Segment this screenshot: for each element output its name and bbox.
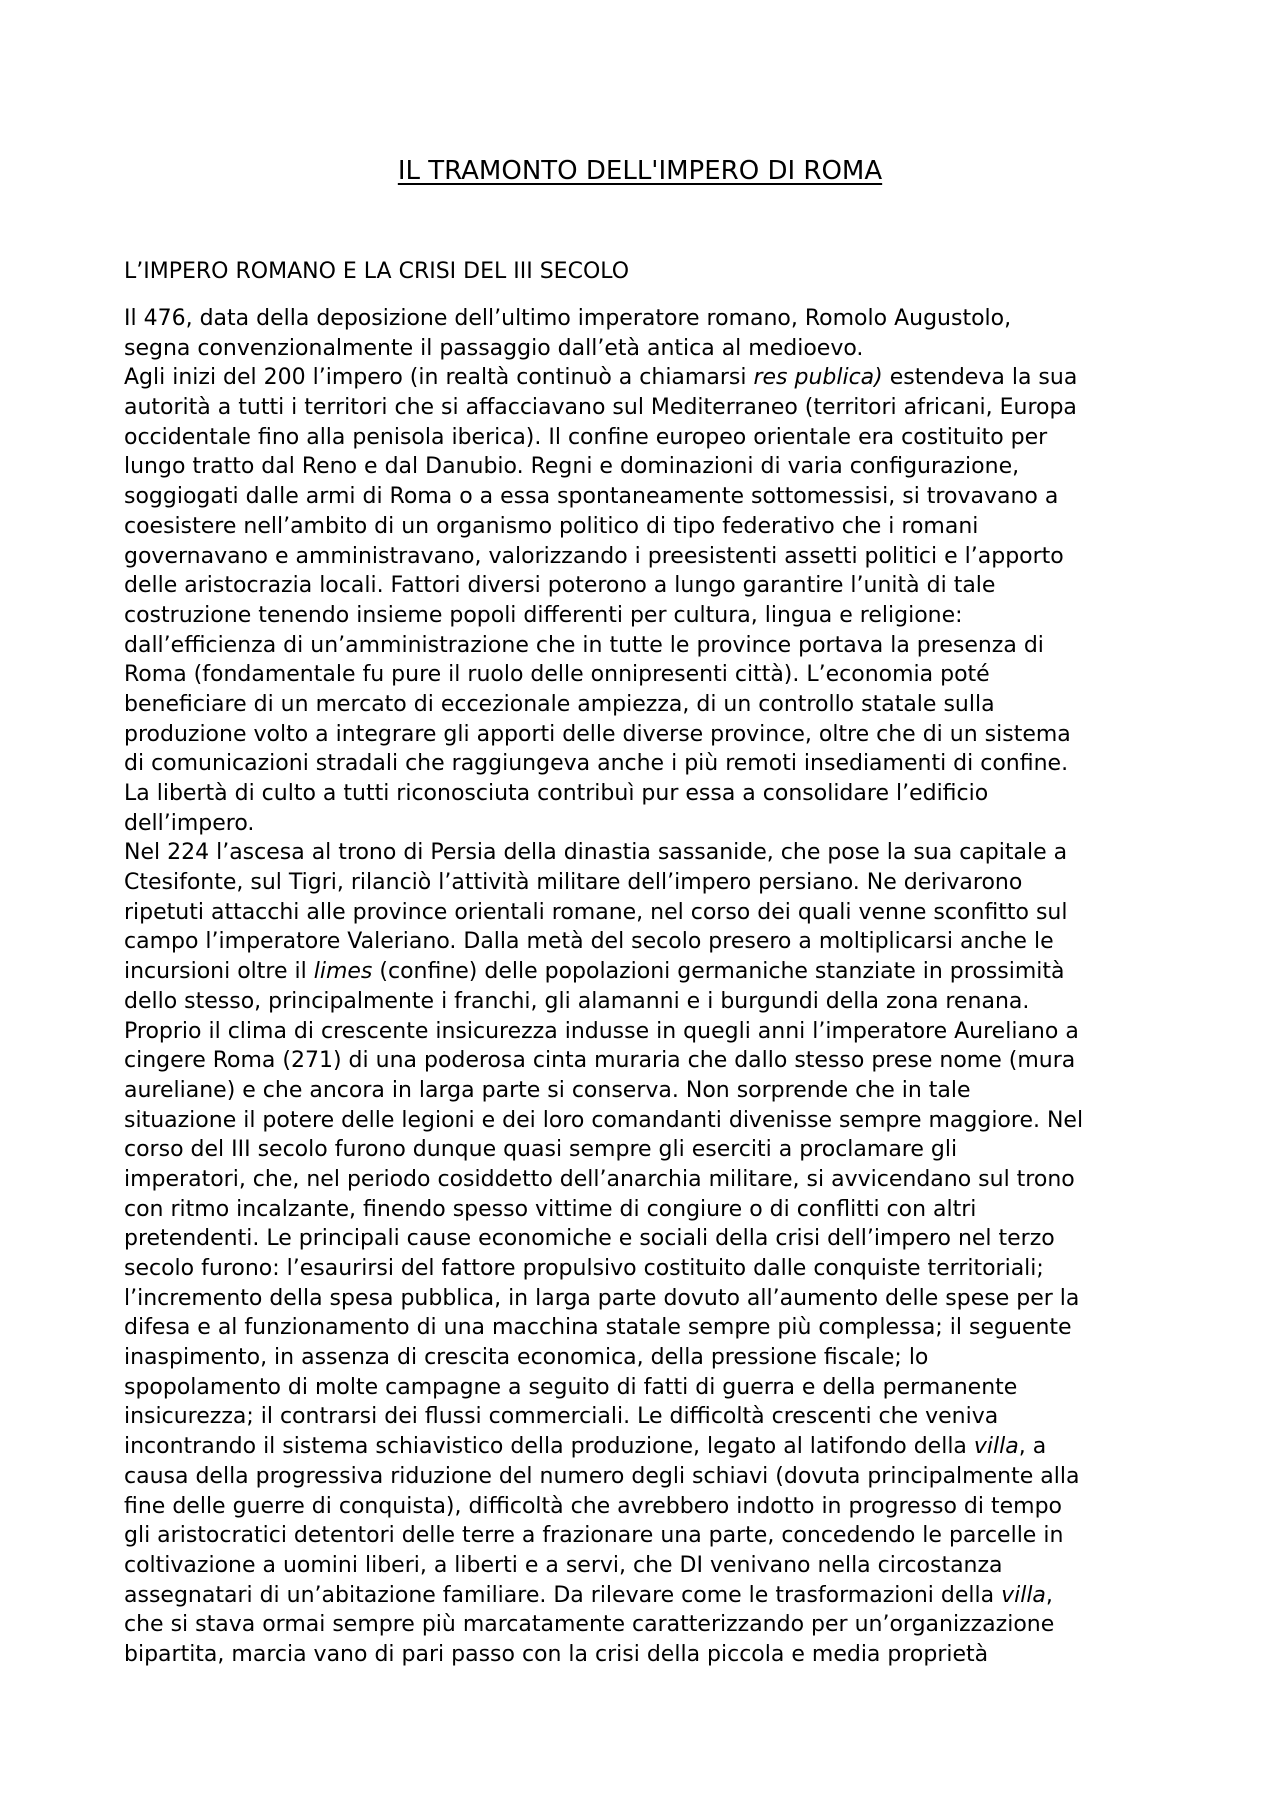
text-run: insicurezza; il contrarsi dei flussi commerciali. Le difficoltà crescenti che veniva — [124, 1404, 999, 1430]
text-run: Proprio il clima di crescente insicurezza indusse in quegli anni l’imperatore Aureliano a — [124, 1018, 1079, 1044]
text-run: di comunicazioni stradali che raggiungeva anche i più remoti insediamenti di confine. — [124, 751, 1069, 777]
text-run: con ritmo incalzante, finendo spesso vittime di congiure o di conflitti con altri — [124, 1196, 977, 1222]
text-run: coltivazione a uomini liberi, a liberti e a servi, che DI venivano nella circostanza — [124, 1552, 1003, 1578]
body-line — [124, 1640, 1164, 1670]
text-run: assegnatari di un’abitazione familiare. Da rilevare come le trasformazioni della — [124, 1582, 1002, 1608]
body-line — [124, 1076, 1164, 1106]
body-line — [124, 1106, 1164, 1136]
body-line — [124, 1165, 1164, 1195]
text-run: dello stesso, principalmente i franchi, gli alamanni e i burgundi della zona renana. — [124, 988, 1030, 1014]
text-run: occidentale fino alla penisola iberica). Il confine europeo orientale era costituito per — [124, 424, 1048, 450]
body-line — [124, 690, 1164, 720]
text-run: cingere Roma (271) di una poderosa cinta muraria che dallo stesso prese nome (mura — [124, 1048, 1076, 1074]
text-run: causa della progressiva riduzione del numero degli schiavi (dovuta principalmente alla — [124, 1463, 1080, 1489]
text-run: coesistere nell’ambito di un organismo politico di tipo federativo che i romani — [124, 513, 979, 539]
body-line — [124, 1017, 1164, 1047]
body-line — [124, 660, 1164, 690]
text-run: costruzione tenendo insieme popoli differenti per cultura, lingua e religione: — [124, 602, 963, 628]
body-line — [124, 631, 1164, 661]
body-line — [124, 1224, 1164, 1254]
text-run: pretendenti. Le principali cause economiche e sociali della crisi dell’impero nel terzo — [124, 1226, 1055, 1252]
text-run: governavano e amministravano, valorizzando i preesistenti assetti politici e l’apporto — [124, 543, 1064, 569]
body-line — [124, 482, 1164, 512]
text-run: dell’impero. — [124, 810, 255, 836]
body-line — [124, 1195, 1164, 1225]
body-line — [124, 720, 1164, 750]
text-run: difesa e al funzionamento di una macchina statale sempre più complessa; il seguente — [124, 1315, 1072, 1341]
text-run: segna convenzionalmente il passaggio dall’età antica al medioevo. — [124, 335, 864, 361]
body-line — [124, 601, 1164, 631]
body-line — [124, 779, 1164, 809]
text-run: imperatori, che, nel periodo cosiddetto dell’anarchia militare, si avvicendano sul trono — [124, 1166, 1075, 1192]
body-line — [124, 452, 1164, 482]
text-run: Roma (fondamentale fu pure il ruolo delle onnipresenti città). L’economia poté — [124, 662, 990, 688]
body-text — [124, 304, 1164, 1670]
text-run: aureliane) e che ancora in larga parte si conserva. Non sorprende che in tale — [124, 1077, 971, 1103]
text-run: che si stava ormai sempre più marcatamente caratterizzando per un’organizzazione — [124, 1612, 1055, 1638]
body-line — [124, 1402, 1164, 1432]
body-line — [124, 304, 1164, 334]
italic-term: villa — [1001, 1582, 1046, 1608]
text-run: La libertà di culto a tutti riconosciuta contribuì pur essa a consolidare l’edificio — [124, 781, 989, 806]
body-line — [124, 334, 1164, 364]
body-line — [124, 393, 1164, 423]
body-line — [124, 1521, 1164, 1551]
text-run: dall’efficienza di un’amministrazione che in tutte le province portava la presenza di — [124, 632, 1044, 658]
body-line — [124, 1551, 1164, 1581]
body-line — [124, 512, 1164, 542]
body-line — [124, 1313, 1164, 1343]
text-run: Nel 224 l’ascesa al trono di Persia della dinastia sassanide, che pose la sua capitale a — [124, 840, 1068, 866]
text-run: , a — [1018, 1434, 1047, 1460]
document-title: IL TRAMONTO DELL'IMPERO DI ROMA — [397, 156, 883, 186]
body-line — [124, 542, 1164, 572]
text-run: fine delle guerre di conquista), difficoltà che avrebbero indotto in progresso di tempo — [124, 1493, 1063, 1519]
text-run: produzione volto a integrare gli apporti delle diverse province, oltre che di un sistema — [124, 721, 1071, 747]
body-line — [124, 363, 1164, 393]
body-line — [124, 987, 1164, 1017]
body-line — [124, 1610, 1164, 1640]
italic-term: res publica) — [753, 365, 883, 391]
text-run: delle aristocrazia locali. Fattori diversi poterono a lungo garantire l’unità di tale — [124, 573, 996, 599]
text-run: Agli inizi del 200 l’impero (in realtà continuò a chiamarsi — [124, 365, 754, 391]
body-line — [124, 749, 1164, 779]
body-line — [124, 1046, 1164, 1076]
body-line — [124, 1135, 1164, 1165]
body-line — [124, 868, 1164, 898]
text-run: lungo tratto dal Reno e dal Danubio. Regni e dominazioni di varia configurazione, — [124, 454, 1020, 480]
text-run: soggiogati dalle armi di Roma o a essa spontaneamente sottomessisi, si trovavano a — [124, 484, 1059, 510]
text-run: corso del III secolo furono dunque quasi sempre gli eserciti a proclamare gli — [124, 1137, 958, 1163]
body-line — [124, 1492, 1164, 1522]
text-run: incontrando il sistema schiavistico della produzione, legato al latifondo della — [124, 1434, 974, 1460]
body-line — [124, 1432, 1164, 1462]
text-run: incursioni oltre il — [124, 959, 314, 985]
body-line — [124, 809, 1164, 839]
body-line — [124, 1343, 1164, 1373]
body-line — [124, 1581, 1164, 1611]
text-run: , — [1045, 1582, 1053, 1608]
section-heading: L’IMPERO ROMANO E LA CRISI DEL III SECOLO — [124, 259, 630, 284]
text-run: autorità a tutti i territori che si affacciavano sul Mediterraneo (territori africani, Europa — [124, 395, 1077, 421]
body-line — [124, 1373, 1164, 1403]
body-line — [124, 957, 1164, 987]
italic-term: villa — [973, 1434, 1019, 1460]
text-run: beneficiare di un mercato di eccezionale ampiezza, di un controllo statale sulla — [124, 691, 995, 717]
text-run: gli aristocratici detentori delle terre a frazionare una parte, concedendo le parcelle in — [124, 1523, 1064, 1549]
text-run: Ctesifonte, sul Tigri, rilanciò l’attività militare dell’impero persiano. Ne derivarono — [124, 870, 1023, 896]
italic-term: limes — [313, 959, 373, 985]
body-line — [124, 927, 1164, 957]
body-line — [124, 1284, 1164, 1314]
text-run: spopolamento di molte campagne a seguito di fatti di guerra e della permanente — [124, 1374, 1018, 1400]
text-run: ripetuti attacchi alle province orientali romane, nel corso dei quali venne sconfitto sul — [124, 899, 1068, 925]
body-line — [124, 1254, 1164, 1284]
text-run: l’incremento della spesa pubblica, in larga parte dovuto all’aumento delle spese per la — [124, 1285, 1080, 1311]
text-run: campo l’imperatore Valeriano. Dalla metà del secolo presero a moltiplicarsi anche le — [124, 929, 1054, 955]
body-line — [124, 838, 1164, 868]
body-line — [124, 898, 1164, 928]
text-run: (confine) delle popolazioni germaniche stanziate in prossimità — [372, 959, 1065, 985]
body-line — [124, 423, 1164, 453]
text-run: situazione il potere delle legioni e dei loro comandanti divenisse sempre maggiore. Nel — [124, 1107, 1084, 1133]
body-line — [124, 571, 1164, 601]
body-line — [124, 1462, 1164, 1492]
text-run: estendeva la sua — [882, 365, 1078, 391]
text-run: Il 476, data della deposizione dell’ultimo imperatore romano, Romolo Augustolo, — [124, 306, 1012, 331]
text-run: inaspimento, in assenza di crescita economica, della pressione fiscale; lo — [124, 1345, 929, 1371]
text-run: bipartita, marcia vano di pari passo con la crisi della piccola e media proprietà — [124, 1641, 989, 1667]
text-run: secolo furono: l’esaurirsi del fattore propulsivo costituito dalle conquiste territoriali; — [124, 1256, 1044, 1281]
